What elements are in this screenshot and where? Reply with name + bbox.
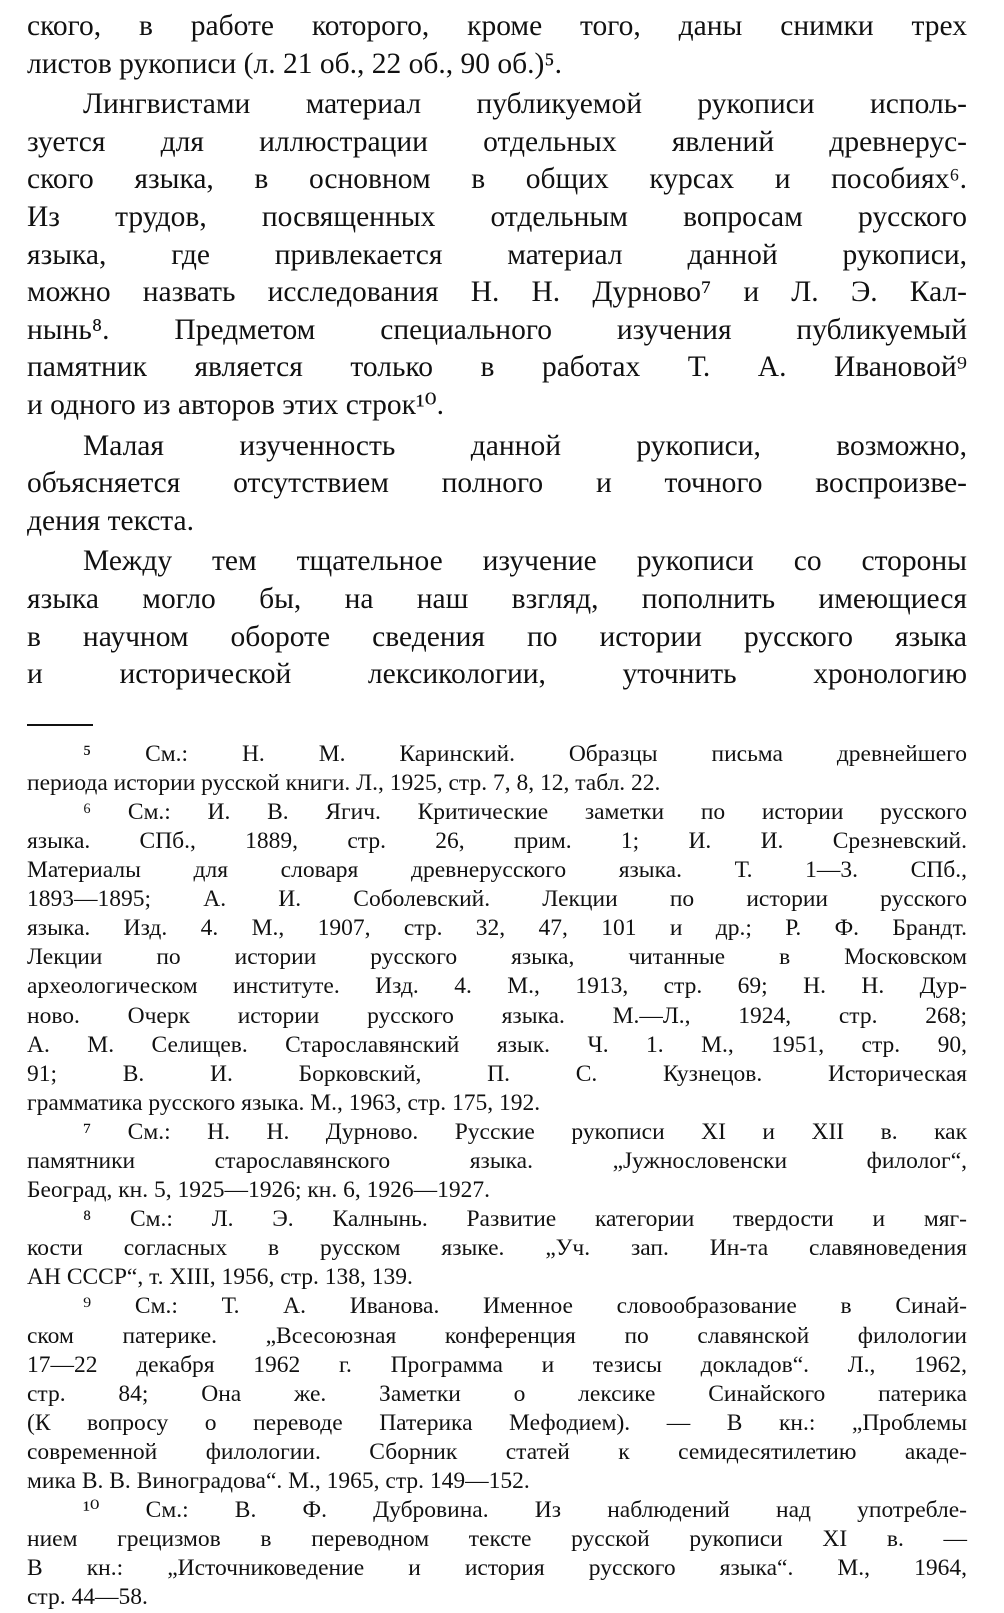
footnote-9 (27, 1292, 967, 1496)
footnote-5 (27, 740, 967, 798)
text-line: археологическом институте. Изд. 4. М., 1913, стр. 69; Н. Н. Дур- (27, 973, 967, 1000)
document-page (27, 8, 967, 1613)
text-line: в научном обороте сведения по истории русского языка (27, 620, 967, 653)
footnote-separator (27, 724, 93, 726)
footnotes (27, 740, 967, 1613)
text-line: зуется для иллюстрации отдельных явлений древнерус- (27, 125, 967, 158)
text-line: кости согласных в русском языке. „Уч. зап. Ин-та славяноведения (27, 1235, 967, 1262)
text-line: Из трудов, посвященных отдельным вопросам русского (27, 200, 967, 233)
text-line: и одного из авторов этих строк¹⁰. (27, 388, 444, 421)
text-line: Београд, кн. 5, 1925—1926; кн. 6, 1926—1927. (27, 1177, 490, 1204)
text-line: 91; В. И. Борковский, П. С. Кузнецов. Историческая (27, 1060, 967, 1087)
paragraph (27, 86, 967, 424)
text-line: современной филологии. Сборник статей к семидесятилетию акаде- (27, 1438, 967, 1465)
text-line: листов рукописи (л. 21 об., 22 об., 90 об.)⁵. (27, 47, 562, 80)
text-line: (К вопросу о переводе Патерика Мефодием). — В кн.: „Проблемы (27, 1409, 967, 1436)
text-line: 1893—1895; А. И. Соболевский. Лекции по истории русского (27, 886, 967, 913)
text-line: стр. 44—58. (27, 1584, 148, 1611)
text-line: памятники старославянского языка. „Јужнословенски филолог“, (27, 1148, 967, 1174)
text-line: языка, где привлекается материал данной рукописи, (27, 238, 967, 271)
footnote-7 (27, 1118, 967, 1205)
text-line: Малая изученность данной рукописи, возможно, (83, 429, 967, 462)
text-line: грамматика русского языка. М., 1963, стр. 175, 192. (27, 1089, 541, 1116)
text-line: 17—22 декабря 1962 г. Программа и тезисы докладов“. Л., 1962, (27, 1351, 967, 1378)
text-line: ново. Очерк истории русского языка. М.—Л., 1924, стр. 268; (27, 1002, 967, 1029)
text-line: ⁹ См.: Т. А. Иванова. Именное словообразование в Синай- (83, 1293, 967, 1320)
text-line: дения текста. (27, 504, 195, 537)
text-line: ского, в работе которого, кроме того, даны снимки трех (27, 10, 967, 42)
text-line: В кн.: „Источниковедение и история русского языка“. М., 1964, (27, 1555, 967, 1582)
paragraph (27, 543, 967, 693)
text-line: ском патерике. „Всесоюзная конференция по славянской филологии (27, 1322, 967, 1349)
text-line: памятник является только в работах Т. А. Ивановой⁹ (27, 351, 967, 384)
main-text (27, 8, 967, 694)
text-line: ⁸ См.: Л. Э. Калнынь. Развитие категории твердости и мяг- (83, 1206, 967, 1233)
text-line: ⁶ См.: И. В. Ягич. Критические заметки по истории русского (83, 798, 967, 825)
text-line: нием грецизмов в переводном тексте русской рукописи XI в. — (27, 1526, 967, 1553)
text-line: объясняется отсутствием полного и точного воспроизве- (27, 467, 967, 500)
text-line: ⁵ См.: Н. М. Каринский. Образцы письма древнейшего (83, 740, 967, 767)
text-line: ского языка, в основном в общих курсах и пособиях⁶. (27, 163, 967, 196)
text-line: мика В. В. Виноградова“. М., 1965, стр. 149—152. (27, 1468, 530, 1495)
paragraph (27, 8, 967, 83)
text-line: нынь⁸. Предметом специального изучения публикуемый (27, 313, 967, 346)
text-line: можно назвать исследования Н. Н. Дурново⁷ и Л. Э. Кал- (27, 276, 967, 309)
text-line: ⁷ См.: Н. Н. Дурново. Русские рукописи XI и XII в. как (83, 1118, 967, 1145)
text-line: Материалы для словаря древнерусского языка. Т. 1—3. СПб., (27, 857, 967, 884)
text-line: языка. Изд. 4. М., 1907, стр. 32, 47, 101 и др.; Р. Ф. Брандт. (27, 915, 967, 942)
text-line: стр. 84; Она же. Заметки о лексике Синайского патерика (27, 1380, 967, 1407)
footnote-6 (27, 798, 967, 1118)
text-line: языка. СПб., 1889, стр. 26, прим. 1; И. И. Срезневский. (27, 827, 967, 854)
text-line: периода истории русской книги. Л., 1925, стр. 7, 8, 12, табл. 22. (27, 769, 661, 796)
text-line: и исторической лексикологии, уточнить хронологию (27, 658, 967, 691)
text-line: Лингвистами материал публикуемой рукописи исполь- (83, 88, 967, 121)
footnote-10 (27, 1496, 967, 1612)
paragraph (27, 428, 967, 541)
text-line: языка могло бы, на наш взгляд, пополнить имеющиеся (27, 582, 967, 615)
footnote-8 (27, 1205, 967, 1292)
text-line: Между тем тщательное изучение рукописи со стороны (83, 545, 967, 578)
text-line: Лекции по истории русского языка, читанные в Московском (27, 944, 967, 971)
text-line: ¹⁰ См.: В. Ф. Дубровина. Из наблюдений над употребле- (83, 1497, 967, 1524)
text-line: АН СССР“, т. XIII, 1956, стр. 138, 139. (27, 1264, 413, 1291)
text-line: А. М. Селищев. Старославянский язык. Ч. 1. М., 1951, стр. 90, (27, 1031, 967, 1058)
